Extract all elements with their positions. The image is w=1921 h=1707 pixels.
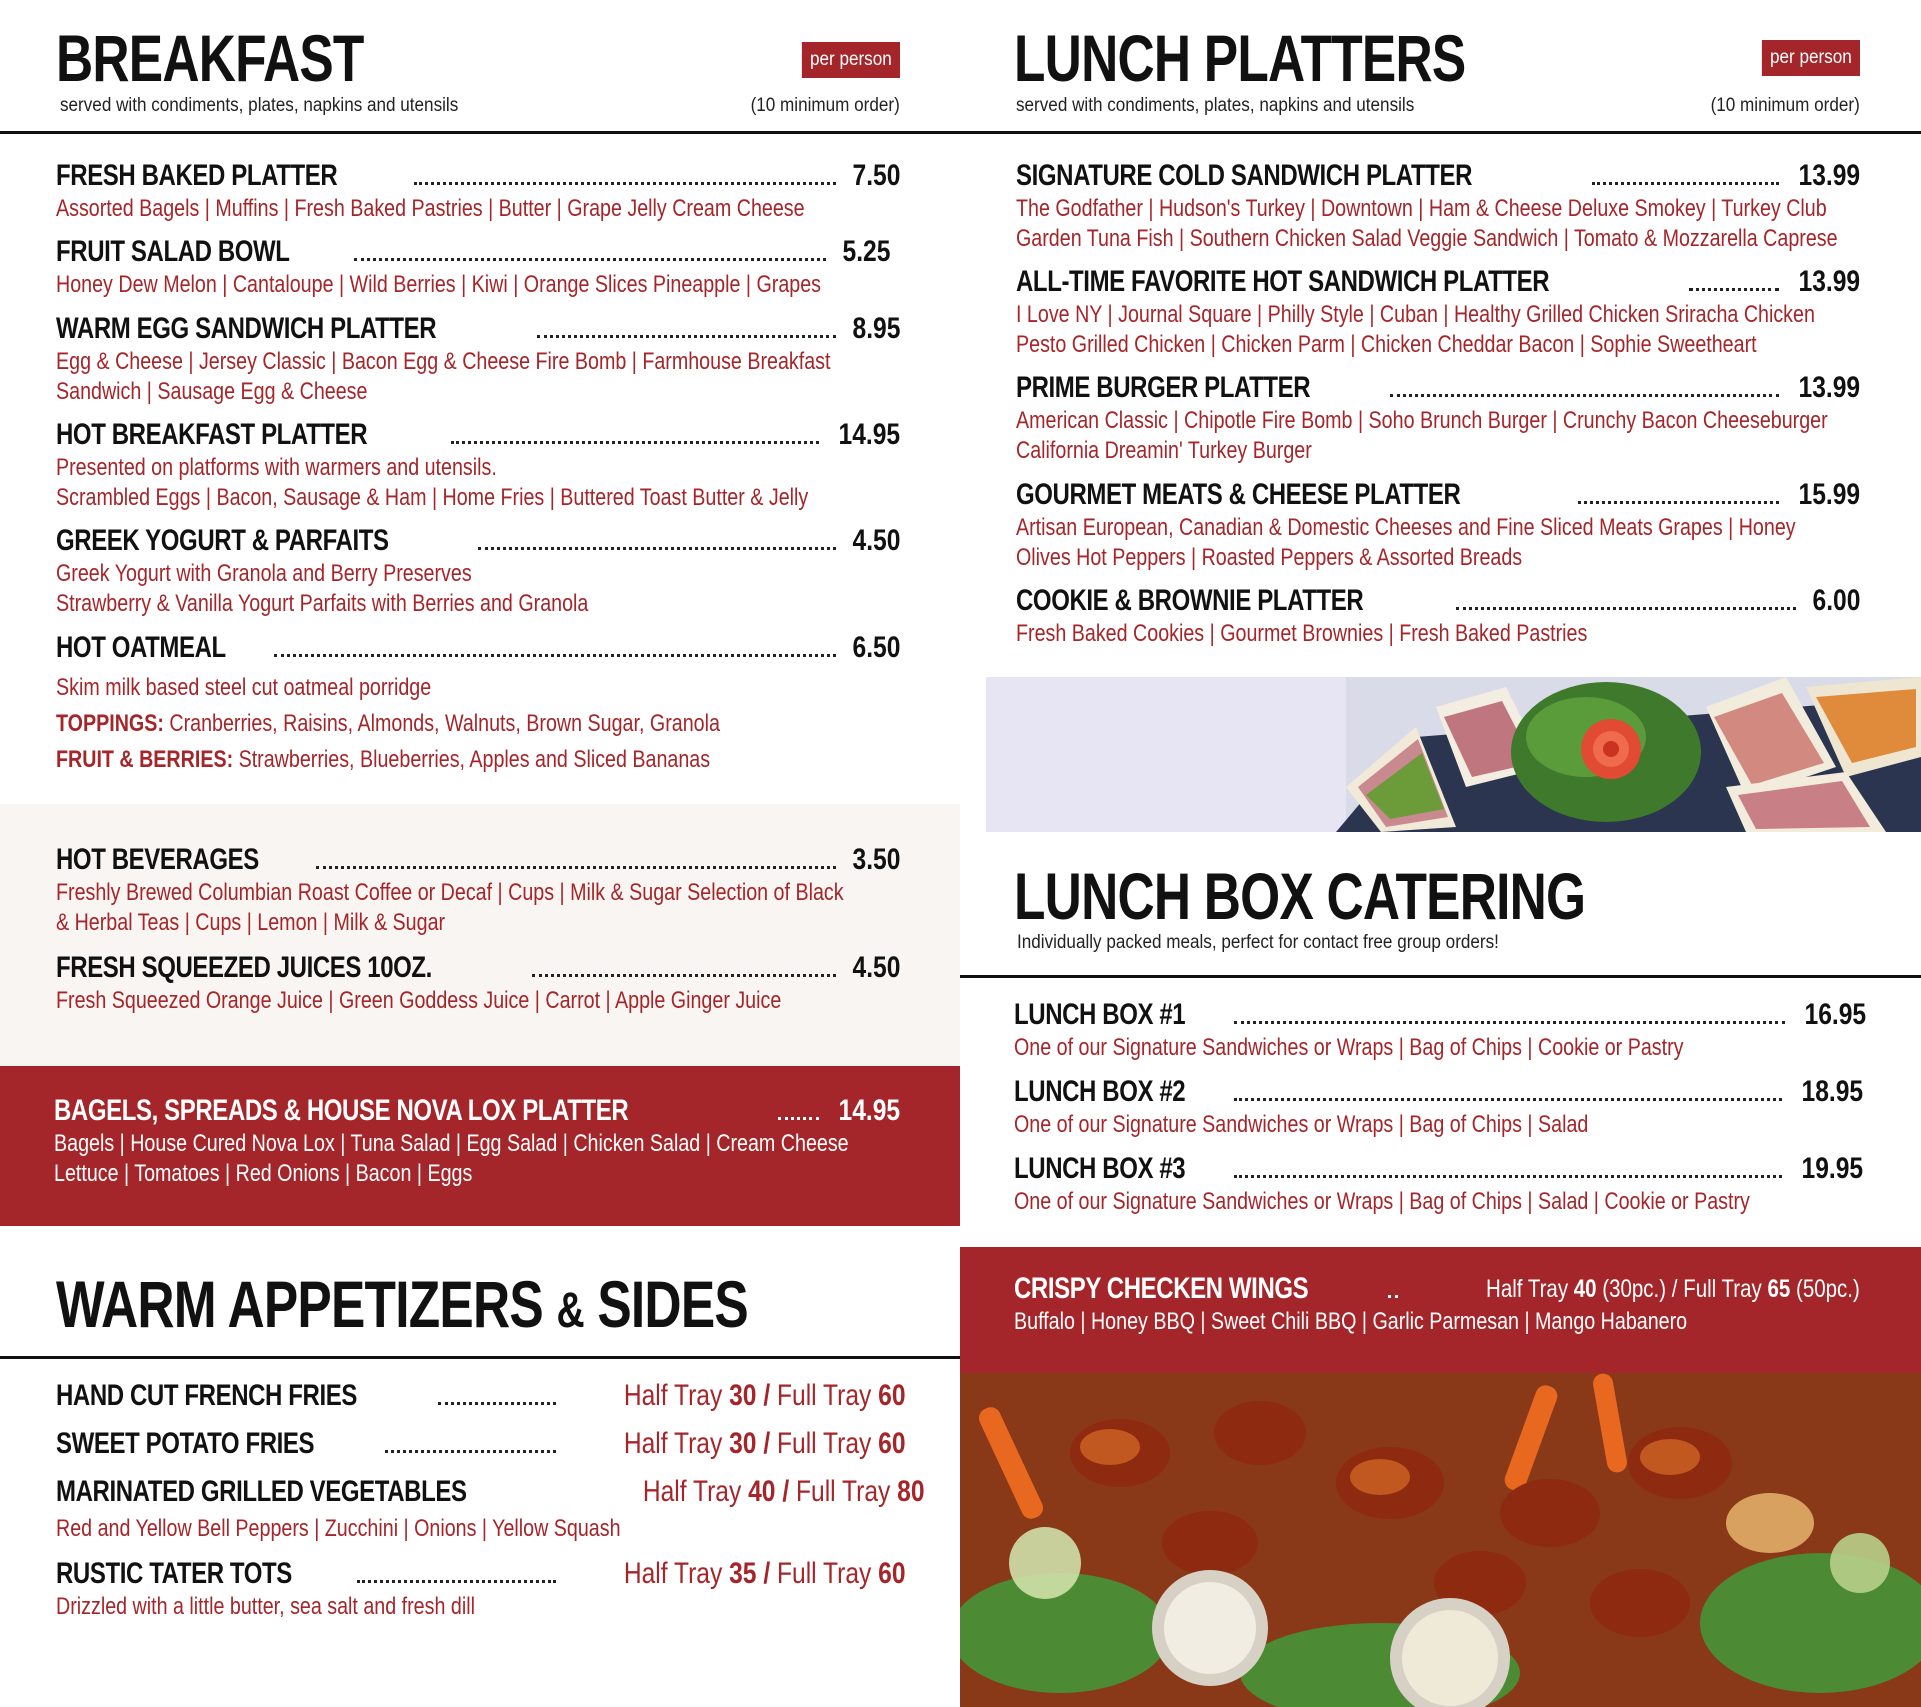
item-price: 6.00 (1812, 584, 1860, 617)
menu-item (56, 523, 900, 619)
half-tray-label: Half Tray (624, 1379, 723, 1412)
item-name: FRESH SQUEEZED JUICES 10OZ. (56, 951, 432, 984)
item-price: 8.95 (852, 312, 900, 345)
menu-item (56, 1556, 906, 1622)
menu-item (1016, 583, 1860, 649)
item-name: FRESH BAKED PLATTER (56, 159, 338, 192)
tray-separator: / (782, 1475, 790, 1508)
item-description: Strawberry & Vanilla Yogurt Parfaits with Berries and Granola (56, 590, 589, 617)
leader-dots (451, 441, 819, 444)
leader-dots (1390, 394, 1779, 397)
leader-dots (1234, 1175, 1782, 1178)
half-tray-price: 40 (1573, 1275, 1597, 1303)
item-description: Egg & Cheese | Jersey Classic | Bacon Egg & Cheese Fire Bomb | Farmhouse Breakfast (56, 348, 831, 375)
item-name: HAND CUT FRENCH FRIES (56, 1379, 357, 1412)
item-price: 13.99 (1798, 371, 1860, 404)
full-tray-count: (50pc.) (1796, 1275, 1860, 1303)
item-name: HOT BEVERAGES (56, 843, 259, 876)
lunch-subtitle: served with condiments, plates, napkins and utensils (1016, 95, 1415, 116)
full-tray-label: Full Tray (777, 1427, 872, 1460)
item-description: Artisan European, Canadian & Domestic Cheeses and Fine Sliced Meats Grapes | Honey (1016, 514, 1796, 541)
half-tray-label: Half Tray (624, 1427, 723, 1460)
item-description: Skim milk based steel cut oatmeal porridge (56, 674, 432, 701)
item-description: Sandwich | Sausage Egg & Cheese (56, 378, 368, 405)
item-price: 6.50 (852, 631, 900, 664)
full-tray-price: 60 (878, 1379, 906, 1412)
leader-dots (274, 654, 835, 657)
menu-item (56, 1474, 925, 1544)
item-description: Pesto Grilled Chicken | Chicken Parm | Chicken Cheddar Bacon | Sophie Sweetheart (1016, 331, 1757, 358)
appetizers-title-b: SIDES (597, 1267, 748, 1341)
lunch-minimum: (10 minimum order) (1710, 95, 1860, 116)
full-tray-price: 60 (878, 1557, 906, 1590)
full-tray-price: 65 (1767, 1275, 1791, 1303)
item-name: WARM EGG SANDWICH PLATTER (56, 312, 437, 345)
menu-item (56, 842, 900, 938)
fruit-line (56, 742, 748, 778)
item-description: Presented on platforms with warmers and utensils. (56, 454, 497, 481)
leader-dots (1592, 182, 1779, 185)
item-description: Olives Hot Peppers | Roasted Peppers & Assorted Breads (1016, 544, 1523, 571)
item-description: Lettuce | Tomatoes | Red Onions | Bacon | Eggs (54, 1160, 473, 1187)
leader-dots (1388, 1295, 1398, 1298)
item-description: California Dreamin' Turkey Burger (1016, 437, 1312, 464)
leader-dots (1578, 501, 1779, 504)
tray-separator: / (1671, 1275, 1678, 1303)
item-name: HOT OATMEAL (56, 631, 226, 664)
breakfast-rule (0, 131, 960, 134)
bagels-band (0, 1066, 960, 1226)
toppings-line (56, 706, 748, 742)
menu-item (1016, 370, 1860, 466)
item-name: ALL-TIME FAVORITE HOT SANDWICH PLATTER (1016, 265, 1550, 298)
full-tray-label: Full Tray (777, 1557, 872, 1590)
item-name: CRISPY CHECKEN WINGS (1014, 1272, 1309, 1305)
tray-separator: / (763, 1427, 771, 1460)
breakfast-title: BREAKFAST (56, 21, 364, 95)
item-description: Fresh Squeezed Orange Juice | Green Goddess Juice | Carrot | Apple Ginger Juice (56, 987, 782, 1014)
item-description: Greek Yogurt with Granola and Berry Preserves (56, 560, 472, 587)
menu-item (56, 158, 900, 224)
menu-item (56, 950, 900, 1016)
leader-dots (438, 1402, 556, 1405)
appetizers-title-amp: & (556, 1282, 584, 1338)
menu-item (1016, 158, 1860, 254)
item-description: One of our Signature Sandwiches or Wraps | Bag of Chips | Salad | Cookie or Pastry (1014, 1188, 1750, 1215)
item-price: 13.99 (1798, 265, 1860, 298)
item-description: One of our Signature Sandwiches or Wraps | Bag of Chips | Cookie or Pastry (1014, 1034, 1684, 1061)
item-name: LUNCH BOX #2 (1014, 1075, 1186, 1108)
menu-item (1014, 1074, 1863, 1140)
leader-dots (414, 182, 836, 185)
item-price: 3.50 (852, 843, 900, 876)
appetizers-title-a: WARM APPETIZERS (56, 1267, 543, 1341)
leader-dots (385, 1450, 557, 1453)
menu-item (56, 234, 890, 300)
tray-prices (624, 1556, 906, 1592)
leader-dots (357, 1580, 557, 1583)
menu-item (56, 1426, 906, 1462)
item-name: MARINATED GRILLED VEGETABLES (56, 1475, 467, 1508)
item-price: 14.95 (838, 418, 900, 451)
item-name: FRUIT SALAD BOWL (56, 235, 290, 268)
item-name: PRIME BURGER PLATTER (1016, 371, 1311, 404)
item-description: Garden Tuna Fish | Southern Chicken Salad Veggie Sandwich | Tomato & Mozzarella Caprese (1016, 225, 1838, 252)
left-column (0, 0, 960, 1707)
half-tray-label: Half Tray (624, 1557, 723, 1590)
fruit-label: FRUIT & BERRIES: (56, 746, 234, 773)
item-description: & Herbal Teas | Cups | Lemon | Milk & Sugar (56, 909, 446, 936)
item-description: Assorted Bagels | Muffins | Fresh Baked Pastries | Butter | Grape Jelly Cream Cheese (56, 195, 805, 222)
sandwich-platter-photo (986, 677, 1921, 832)
menu-item (54, 1093, 900, 1189)
item-description: Drizzled with a little butter, sea salt and fresh dill (56, 1593, 475, 1620)
full-tray-label: Full Tray (796, 1475, 891, 1508)
item-name: LUNCH BOX #3 (1014, 1152, 1186, 1185)
chicken-wings-illustration (960, 1373, 1921, 1707)
full-tray-label: Full Tray (1683, 1275, 1762, 1303)
item-name: LUNCH BOX #1 (1014, 998, 1186, 1031)
lunchbox-subtitle: Individually packed meals, perfect for contact free group orders! (1017, 932, 1499, 953)
leader-dots (537, 335, 835, 338)
item-description: Buffalo | Honey BBQ | Sweet Chili BBQ | Garlic Parmesan | Mango Habanero (1014, 1308, 1688, 1335)
half-tray-price: 40 (748, 1475, 776, 1508)
tray-prices (624, 1378, 906, 1414)
item-price: 15.99 (1798, 478, 1860, 511)
leader-dots (316, 866, 836, 869)
menu-item (56, 630, 900, 778)
item-name: BAGELS, SPREADS & HOUSE NOVA LOX PLATTER (54, 1094, 629, 1127)
lunch-title: LUNCH PLATTERS (1014, 21, 1466, 95)
menu-item (56, 1378, 906, 1414)
tray-separator: / (763, 1379, 771, 1412)
wings-band (960, 1247, 1921, 1373)
tray-prices (1486, 1271, 1860, 1307)
item-price: 7.50 (852, 159, 900, 192)
lunch-rule (960, 131, 1921, 134)
item-name: GOURMET MEATS & CHEESE PLATTER (1016, 478, 1461, 511)
item-description: One of our Signature Sandwiches or Wraps | Bag of Chips | Salad (1014, 1111, 1589, 1138)
menu-item (1014, 1271, 1860, 1337)
leader-dots (478, 547, 836, 550)
full-tray-price: 80 (897, 1475, 925, 1508)
leader-dots (354, 258, 826, 261)
half-tray-price: 35 (729, 1557, 757, 1590)
item-price: 16.95 (1804, 998, 1866, 1031)
leader-dots (1689, 288, 1779, 291)
item-description: I Love NY | Journal Square | Philly Style | Cuban | Healthy Grilled Chicken Sriracha Chicken (1016, 301, 1815, 328)
item-name: COOKIE & BROWNIE PLATTER (1016, 584, 1364, 617)
item-price: 5.25 (842, 235, 890, 268)
leader-dots (1234, 1098, 1782, 1101)
lunch-per-person-badge: per person (1762, 40, 1860, 76)
half-tray-price: 30 (729, 1379, 757, 1412)
tray-prices (624, 1426, 906, 1462)
item-description: Freshly Brewed Columbian Roast Coffee or Decaf | Cups | Milk & Sugar Selection of Black (56, 879, 844, 906)
leader-dots (1456, 607, 1796, 610)
item-name: HOT BREAKFAST PLATTER (56, 418, 368, 451)
menu-item (1016, 477, 1860, 573)
appetizers-rule (0, 1356, 960, 1359)
item-price: 4.50 (852, 951, 900, 984)
breakfast-minimum: (10 minimum order) (750, 95, 900, 116)
toppings-text: Cranberries, Raisins, Almonds, Walnuts, Brown Sugar, Granola (169, 710, 720, 737)
item-description: Bagels | House Cured Nova Lox | Tuna Salad | Egg Salad | Chicken Salad | Cream Cheese (54, 1130, 849, 1157)
item-price: 14.95 (838, 1094, 900, 1127)
item-price: 18.95 (1801, 1075, 1863, 1108)
menu-item (56, 311, 900, 407)
item-price: 4.50 (852, 524, 900, 557)
menu-item (1014, 997, 1866, 1063)
half-tray-label: Half Tray (643, 1475, 742, 1508)
sandwich-platter-illustration (986, 677, 1921, 832)
leader-dots (778, 1117, 819, 1120)
tray-separator: / (763, 1557, 771, 1590)
menu-item (56, 417, 900, 513)
chicken-wings-photo (960, 1373, 1921, 1707)
item-price: 19.95 (1801, 1152, 1863, 1185)
leader-dots (1234, 1021, 1785, 1024)
breakfast-subtitle: served with condiments, plates, napkins and utensils (60, 95, 459, 116)
lunchbox-rule (960, 975, 1921, 978)
item-name: SWEET POTATO FRIES (56, 1427, 315, 1460)
lunchbox-title: LUNCH BOX CATERING (1014, 859, 1586, 933)
toppings-label: TOPPINGS: (56, 710, 164, 737)
full-tray-price: 60 (878, 1427, 906, 1460)
half-tray-price: 30 (729, 1427, 757, 1460)
item-name: GREEK YOGURT & PARFAITS (56, 524, 389, 557)
item-description: Scrambled Eggs | Bacon, Sausage & Ham | Home Fries | Buttered Toast Butter & Jelly (56, 484, 809, 511)
tray-prices (643, 1474, 925, 1510)
item-description: Honey Dew Melon | Cantaloupe | Wild Berries | Kiwi | Orange Slices Pineapple | Grapes (56, 271, 822, 298)
item-description: Red and Yellow Bell Peppers | Zucchini | Onions | Yellow Squash (56, 1515, 621, 1542)
half-tray-count: (30pc.) (1602, 1275, 1667, 1303)
item-description: The Godfather | Hudson's Turkey | Downtown | Ham & Cheese Deluxe Smokey | Turkey Club (1016, 195, 1827, 222)
full-tray-label: Full Tray (777, 1379, 872, 1412)
breakfast-per-person-badge: per person (802, 42, 900, 78)
menu-item (1014, 1151, 1863, 1217)
leader-dots (532, 974, 836, 977)
item-name: RUSTIC TATER TOTS (56, 1557, 292, 1590)
menu-item (1016, 264, 1860, 360)
fruit-text: Strawberries, Blueberries, Apples and Sliced Bananas (238, 746, 711, 773)
appetizers-title (56, 1268, 748, 1346)
item-description: American Classic | Chipotle Fire Bomb | Soho Brunch Burger | Crunchy Bacon Cheeseburger (1016, 407, 1828, 434)
item-description: Fresh Baked Cookies | Gourmet Brownies | Fresh Baked Pastries (1016, 620, 1588, 647)
item-name: SIGNATURE COLD SANDWICH PLATTER (1016, 159, 1473, 192)
item-price: 13.99 (1798, 159, 1860, 192)
half-tray-label: Half Tray (1486, 1275, 1569, 1303)
